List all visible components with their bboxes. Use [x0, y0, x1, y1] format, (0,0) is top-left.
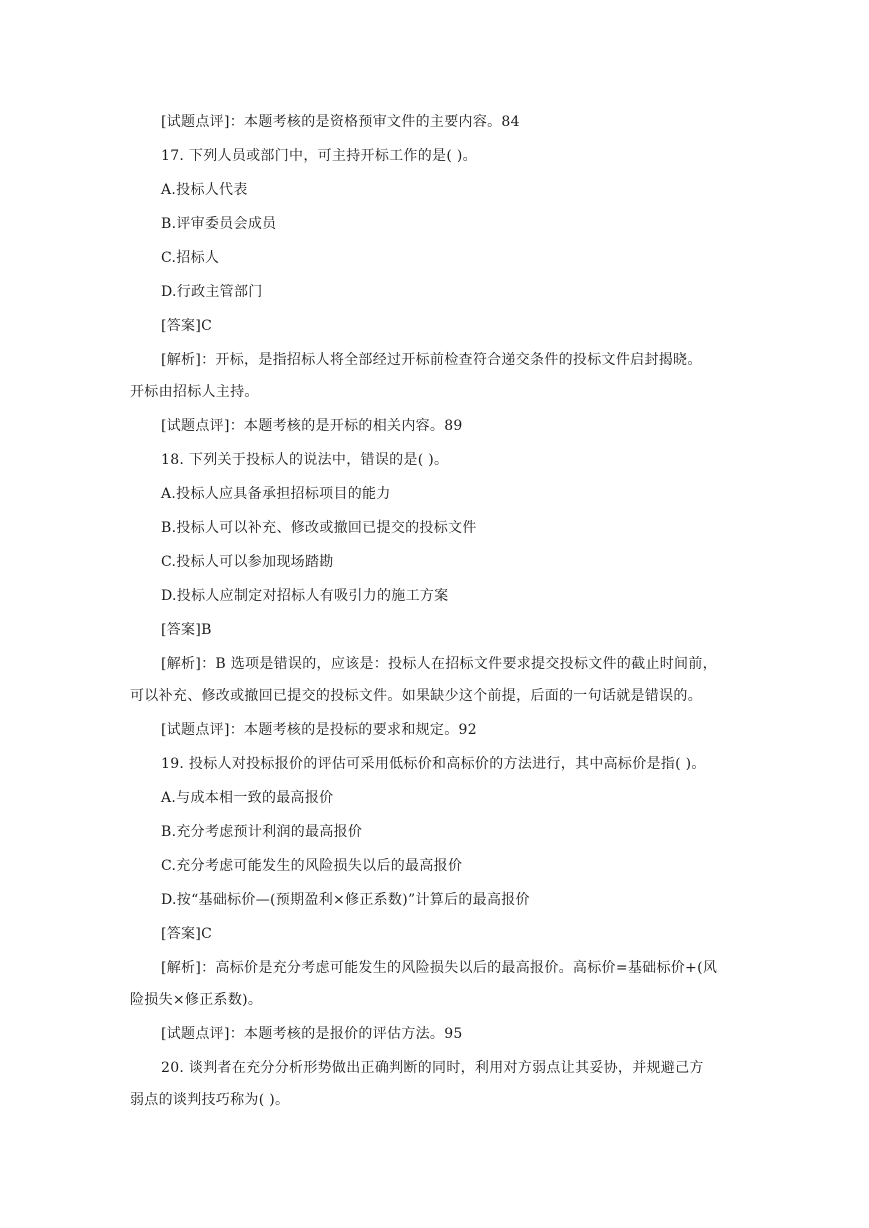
q19-review-comment: [试题点评]：本题考核的是报价的评估方法。95 — [161, 1026, 463, 1042]
q19-option-c: C.充分考虑可能发生的风险损失以后的最高报价 — [161, 858, 463, 874]
q18-option-c: C.投标人可以参加现场踏勘 — [161, 554, 334, 570]
q17-answer: [答案]C — [161, 318, 213, 334]
question-19: 19. 投标人对投标报价的评估可采用低标价和高标价的方法进行，其中高标价是指( )。 — [161, 756, 706, 772]
q17-analysis-line-1: [解析]：开标，是指招标人将全部经过开标前检查符合递交条件的投标文件启封揭晓。 — [161, 352, 702, 368]
review-comment-16: [试题点评]：本题考核的是资格预审文件的主要内容。84 — [161, 114, 520, 130]
q19-answer: [答案]C — [161, 926, 213, 942]
q18-answer: [答案]B — [161, 622, 212, 638]
question-18: 18. 下列关于投标人的说法中，错误的是( )。 — [161, 452, 449, 468]
q19-analysis-line-1: [解析]：高标价是充分考虑可能发生的风险损失以后的最高报价。高标价=基础标价+(风 — [161, 960, 718, 976]
q18-analysis-line-2: 可以补充、修改或撤回已提交的投标文件。如果缺少这个前提，后面的一句话就是错误的。 — [130, 688, 702, 704]
q18-review-comment: [试题点评]：本题考核的是投标的要求和规定。92 — [161, 722, 477, 738]
q17-option-d: D.行政主管部门 — [161, 284, 263, 300]
q17-option-a: A.投标人代表 — [161, 182, 248, 198]
q19-analysis-line-2: 险损失×修正系数)。 — [130, 992, 263, 1008]
q17-option-c: C.招标人 — [161, 250, 220, 266]
q19-option-a: A.与成本相一致的最高报价 — [161, 790, 334, 806]
question-17: 17. 下列人员或部门中，可主持开标工作的是( )。 — [161, 148, 477, 164]
q18-option-a: A.投标人应具备承担招标项目的能力 — [161, 486, 391, 502]
q17-review-comment: [试题点评]：本题考核的是开标的相关内容。89 — [161, 418, 463, 434]
q19-option-b: B.充分考虑预计利润的最高报价 — [161, 824, 363, 840]
q18-option-d: D.投标人应制定对招标人有吸引力的施工方案 — [161, 588, 449, 604]
q18-analysis-line-1: [解析]：B 选项是错误的，应该是：投标人在招标文件要求提交投标文件的截止时间前， — [161, 656, 717, 672]
document-content — [130, 112, 742, 1110]
q17-analysis-line-2: 开标由招标人主持。 — [130, 384, 259, 400]
question-20-line-1: 20. 谈判者在充分分析形势做出正确判断的同时，利用对方弱点让其妥协，并规避己方 — [161, 1060, 704, 1076]
question-20-line-2: 弱点的谈判技巧称为( )。 — [130, 1092, 290, 1108]
q17-option-b: B.评审委员会成员 — [161, 216, 277, 232]
q19-option-d: D.按“基础标价—(预期盈利×修正系数)”计算后的最高报价 — [161, 892, 530, 908]
q18-option-b: B.投标人可以补充、修改或撤回已提交的投标文件 — [161, 520, 477, 536]
